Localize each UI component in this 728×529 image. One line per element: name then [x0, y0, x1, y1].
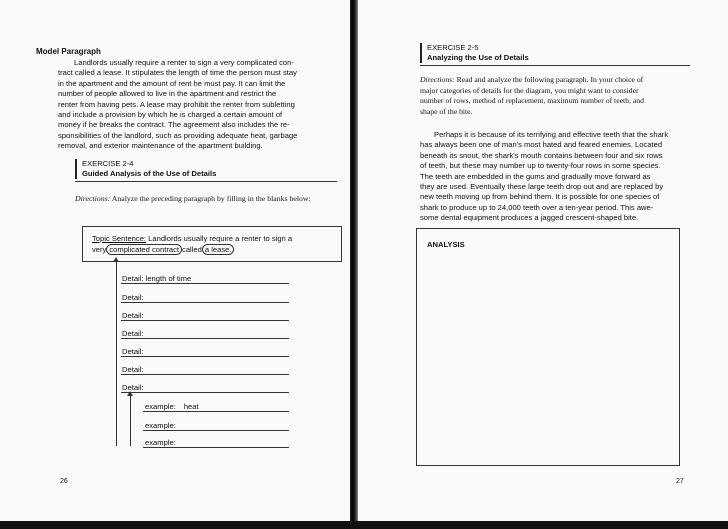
- example-label: example:: [145, 402, 176, 411]
- detail-label: Detail:: [122, 311, 144, 320]
- detail-row: [122, 347, 144, 356]
- exercise-title: Analyzing the Use of Details: [427, 53, 529, 62]
- model-line: and include a provision by which he is charged a certain amount of: [58, 110, 283, 120]
- shark-paragraph: [420, 130, 692, 224]
- model-paragraph-title: Model Paragraph: [36, 47, 101, 56]
- detail-label: Detail:: [122, 347, 144, 356]
- example-blank-line[interactable]: [143, 430, 289, 431]
- model-line: in the apartment and the amount of rent he must pay. It can limit the: [58, 78, 286, 88]
- topic-label: Topic Sentence:: [92, 234, 147, 243]
- directions: [420, 75, 690, 117]
- topic-text-1: Landlords usually require a renter to sign a: [146, 234, 293, 243]
- page-number-left: 26: [60, 478, 68, 485]
- topic-text-2b: called: [182, 245, 202, 254]
- directions: [75, 194, 311, 203]
- paragraph-line: of teeth, but these may number up to twenty-four rows in some species.: [420, 161, 661, 171]
- example-connector-line: [130, 393, 131, 446]
- detail-blank-line[interactable]: [121, 283, 289, 284]
- model-paragraph: [58, 58, 336, 152]
- detail-label: Detail:: [122, 383, 144, 392]
- detail-row: [122, 293, 144, 302]
- paragraph-line: Perhaps it is because of its terrifying and effective teeth that the shark: [434, 130, 669, 139]
- bottom-edge: [0, 521, 728, 529]
- model-line: money if he breaks the contract. The agreement also includes the re-: [58, 120, 290, 130]
- detail-blank-line[interactable]: [121, 302, 289, 303]
- exercise-divider: [420, 65, 690, 66]
- topic-sentence-line-1: [92, 234, 292, 243]
- exercise-2-5-header: [420, 43, 529, 63]
- detail-label: Detail:: [122, 365, 144, 374]
- topic-sentence-box: [82, 226, 342, 262]
- book-spine: [350, 0, 358, 529]
- left-page: [0, 0, 352, 529]
- exercise-title: Guided Analysis of the Use of Details: [82, 169, 217, 178]
- detail-row: [122, 329, 144, 338]
- arrow-up-icon: [113, 257, 119, 262]
- model-line: removal, and exterior maintenance of the apartment building.: [58, 141, 263, 151]
- paragraph-line: some dental equipment produces a jagged crescent-shaped bite.: [420, 213, 639, 223]
- circled-phrase: complicated contract: [106, 244, 182, 255]
- detail-label: Detail:: [122, 274, 144, 283]
- directions-line: Read and analyze the following paragraph. In your choice of: [454, 75, 644, 84]
- directions-line: major categories of details for the diagram, you might want to consider: [420, 85, 639, 95]
- example-row: [145, 421, 176, 430]
- exercise-number: EXERCISE 2-5: [427, 43, 479, 52]
- paragraph-line: they are used. Eventually these large teeth drop out and are replaced by: [420, 182, 664, 192]
- directions-label: Directions:: [75, 194, 111, 203]
- paragraph-line: shark to produce up to 24,000 teeth over a ten-year period. This awe-: [420, 202, 654, 212]
- example-label: example:: [145, 438, 176, 447]
- paragraph-line: new teeth moving up from behind them. It is possible for one species of: [420, 192, 660, 202]
- directions-text: Analyze the preceding paragraph by filling in the blanks below:: [110, 194, 311, 203]
- detail-value: length of time: [143, 274, 192, 283]
- paragraph-line: The teeth are embedded in the gums and gradually move forward as: [420, 171, 651, 181]
- model-line: number of people allowed to live in the apartment and restrict the: [58, 89, 277, 99]
- detail-blank-line[interactable]: [121, 374, 289, 375]
- detail-label: Detail:: [122, 293, 144, 302]
- directions-label: Directions:: [420, 75, 455, 84]
- paragraph-line: has always been one of man's most hated and feared enemies. Located: [420, 140, 663, 150]
- paragraph-line: beneath its snout, the shark's mouth contains between four and six rows: [420, 150, 663, 160]
- exercise-divider: [75, 181, 337, 182]
- detail-row: [122, 274, 191, 283]
- detail-connector-line: [116, 260, 117, 446]
- example-value: heat: [183, 402, 199, 411]
- exercise-number: EXERCISE 2-4: [82, 159, 134, 168]
- directions-line: number of rows, method of replacement, maximum number of teeth, and: [420, 96, 644, 106]
- exercise-2-4-header: [75, 159, 216, 179]
- right-page: [358, 0, 728, 529]
- detail-row: [122, 365, 144, 374]
- example-label: example:: [145, 421, 176, 430]
- example-blank-line[interactable]: [143, 447, 289, 448]
- topic-text-2a: very: [92, 245, 107, 254]
- analysis-box[interactable]: [416, 228, 680, 466]
- page-number-right: 27: [676, 478, 684, 485]
- detail-blank-line[interactable]: [121, 320, 289, 321]
- directions-line: shape of the bite.: [420, 106, 473, 116]
- analysis-label: ANALYSIS: [427, 240, 465, 249]
- model-line: Landlords usually require a renter to sign a very complicated con-: [74, 58, 294, 67]
- detail-row: [122, 311, 144, 320]
- model-line: sponsibilities of the landlord, such as providing adequate heat, garbage: [58, 130, 298, 140]
- model-line: tract called a lease. It stipulates the length of time the person must stay: [58, 68, 297, 78]
- circled-phrase: a lease.: [202, 244, 235, 255]
- model-line: renter from having pets. A lease may prohibit the renter from subletting: [58, 99, 295, 109]
- detail-label: Detail:: [122, 329, 144, 338]
- detail-blank-line[interactable]: [121, 356, 289, 357]
- detail-row: [122, 383, 144, 392]
- detail-blank-line[interactable]: [121, 338, 289, 339]
- topic-sentence-line-2: [92, 245, 234, 254]
- example-row: [145, 402, 199, 411]
- example-blank-line[interactable]: [143, 411, 289, 412]
- detail-blank-line[interactable]: [121, 392, 289, 393]
- example-row: [145, 438, 176, 447]
